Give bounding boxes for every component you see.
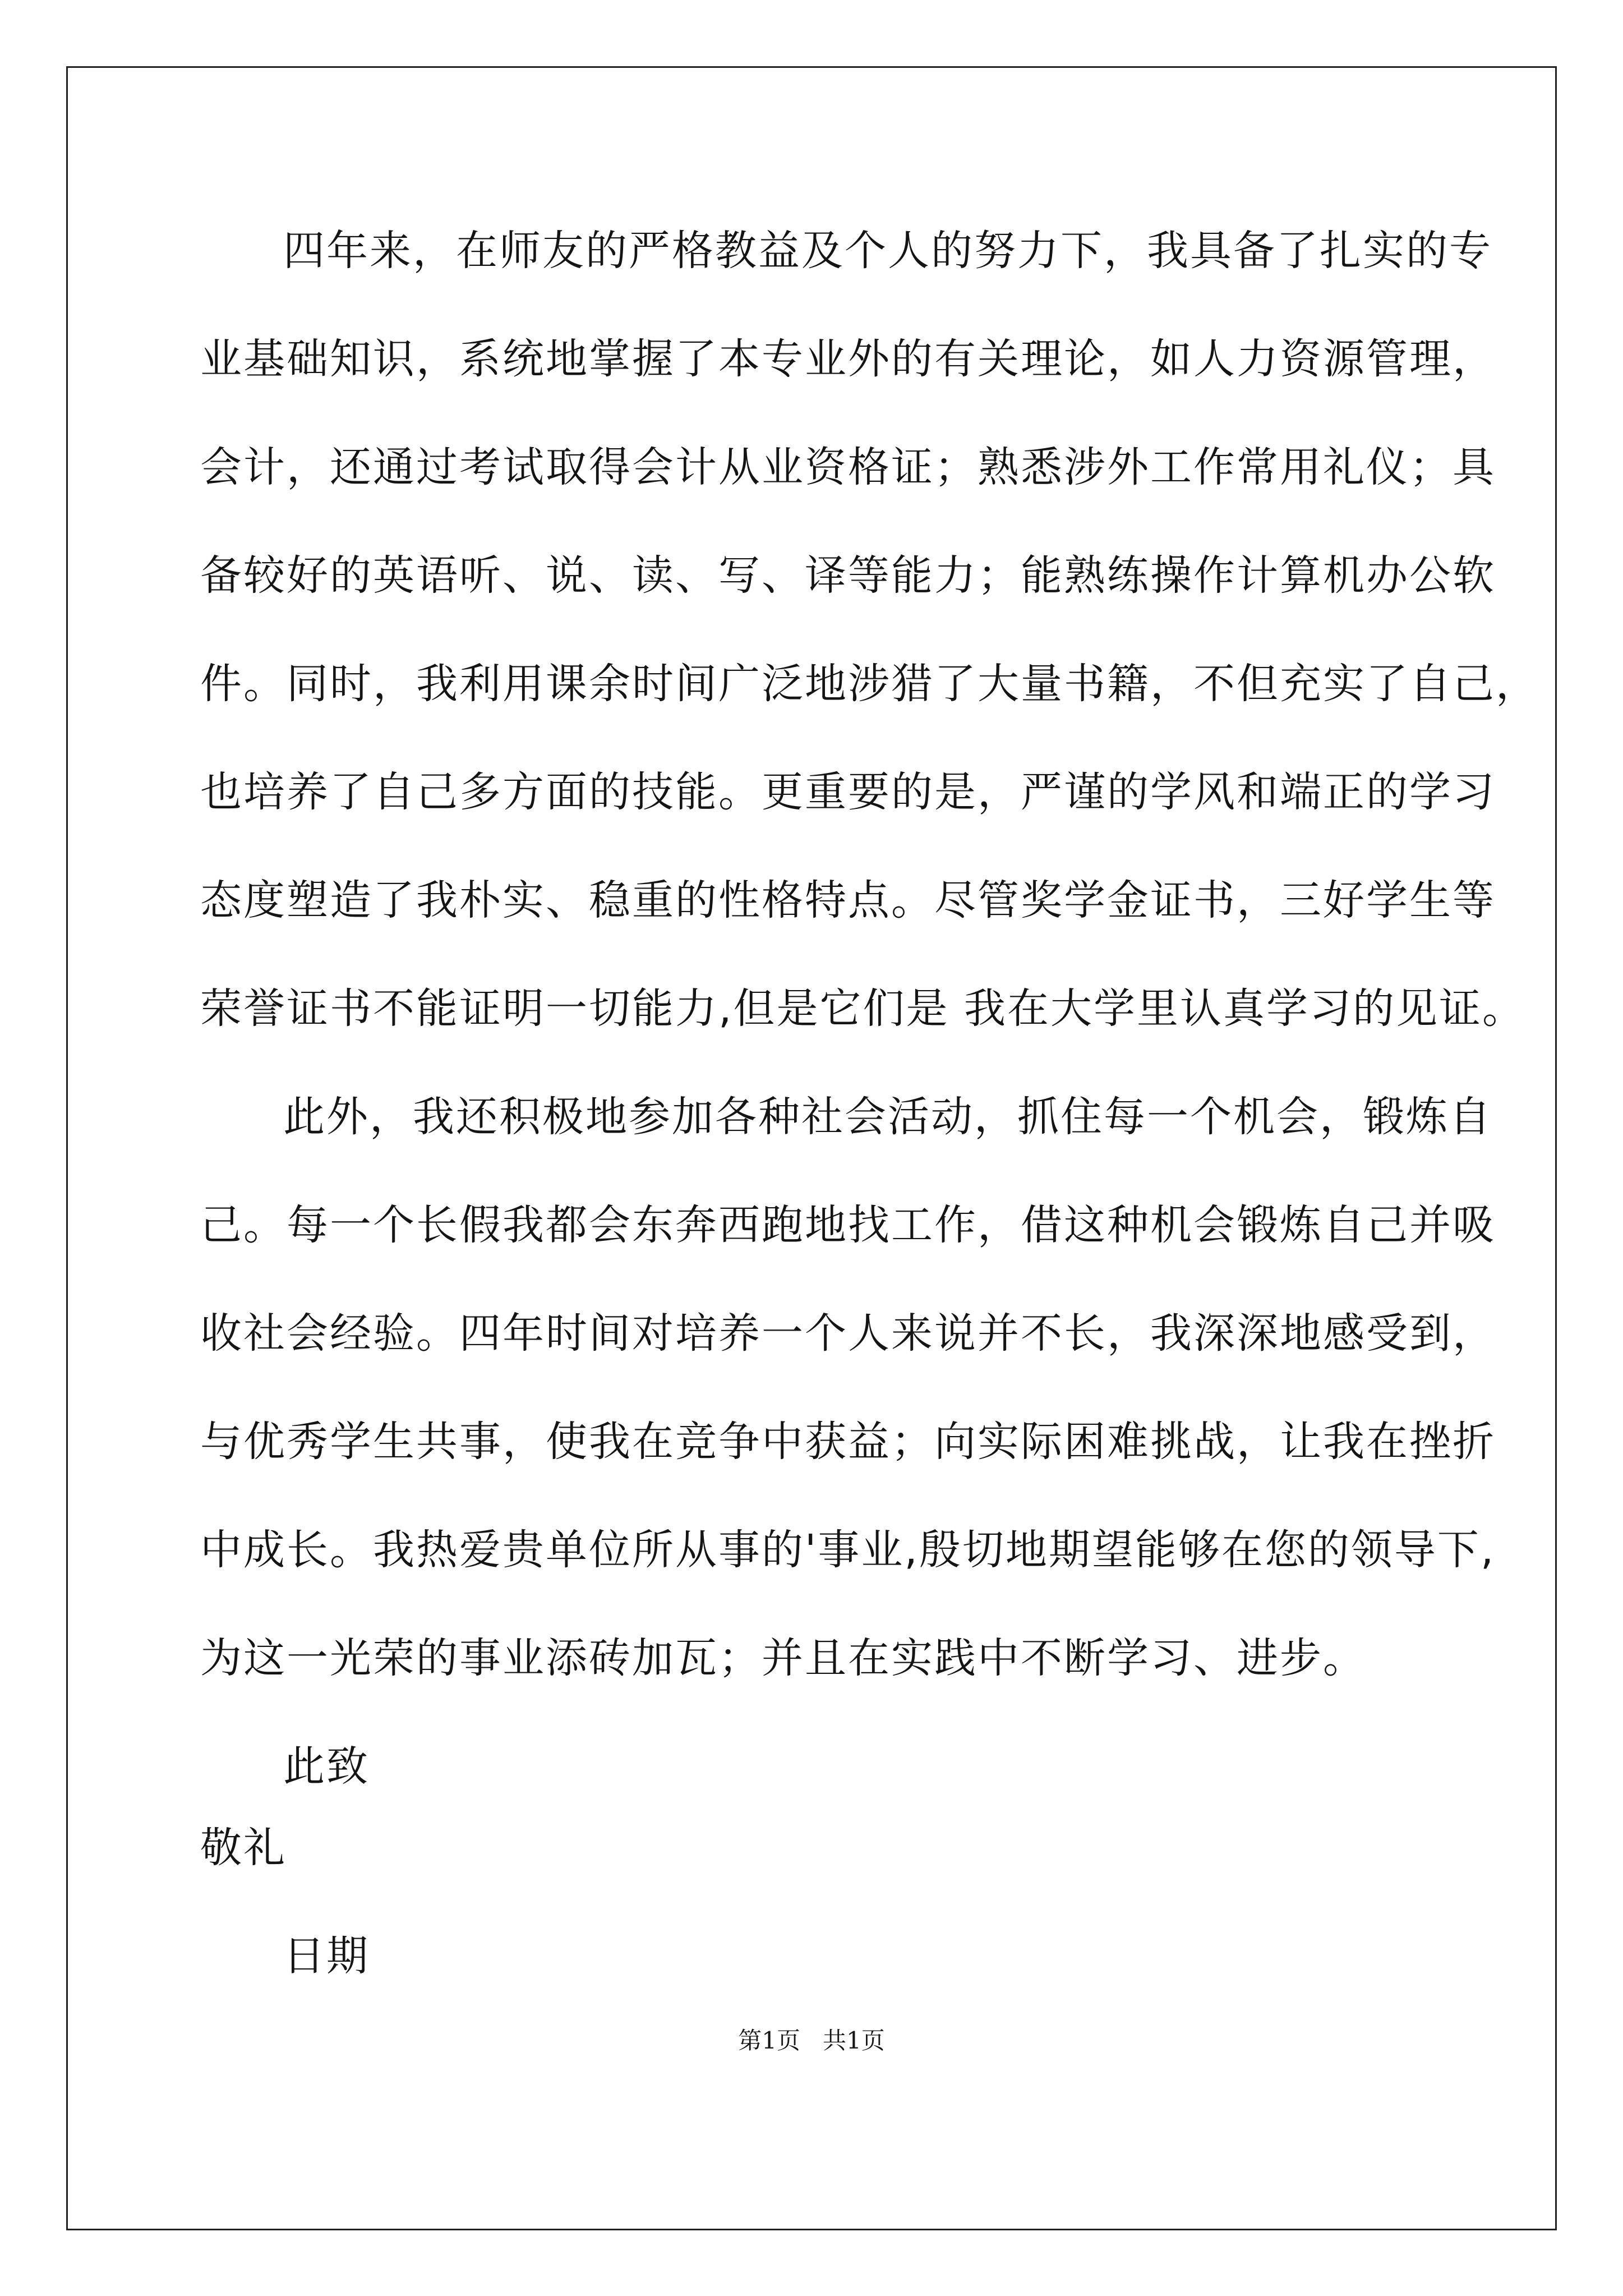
paragraph-1-line-6: 也培养了自己多方面的技能。更重要的是，严谨的学风和端正的学习 [200,768,1496,816]
paragraph-2-line-1: 此外，我还积极地参加各种社会活动，抓住每一个机会，锻炼自 [283,1093,1492,1141]
paragraph-1-line-8: 荣誉证书不能证明一切能力,但是它们是 我在大学里认真学习的见证。 [200,984,1526,1033]
paragraph-2-line-5: 中成长。我热爱贵单位所从事的'事业,殷切地期望能够在您的领导下, [200,1526,1496,1574]
paragraph-1-line-3: 会计，还通过考试取得会计从业资格证；熟悉涉外工作常用礼仪；具 [200,443,1496,491]
salutation-text: 敬礼 [200,1824,287,1872]
paragraph-2-line-2: 己。每一个长假我都会东奔西跑地找工作，借这种机会锻炼自己并吸 [200,1201,1496,1249]
paragraph-1-line-1: 四年来，在师友的严格教益及个人的努力下，我具备了扎实的专 [283,227,1492,275]
closing-text: 此致 [283,1742,370,1791]
paragraph-2-line-3: 收社会经验。四年时间对培养一个人来说并不长，我深深地感受到， [200,1309,1496,1358]
paragraph-2-line-6: 为这一光荣的事业添砖加瓦；并且在实践中不断学习、进步。 [200,1634,1366,1682]
paragraph-2-line-4: 与优秀学生共事，使我在竞争中获益；向实际困难挑战，让我在挫折 [200,1418,1496,1466]
paragraph-1-line-4: 备较好的英语听、说、读、写、译等能力；能熟练操作计算机办公软 [200,551,1496,600]
page-border [66,66,1557,2230]
paragraph-1-line-5: 件。同时，我利用课余时间广泛地涉猎了大量书籍，不但充实了自己， [200,660,1539,708]
paragraph-1-line-7: 态度塑造了我朴实、稳重的性格特点。尽管奖学金证书，三好学生等 [200,876,1496,924]
paragraph-1-line-2: 业基础知识，系统地掌握了本专业外的有关理论，如人力资源管理， [200,335,1496,383]
date-label: 日期 [283,1932,370,1980]
page-indicator: 第1页 共1页 [738,2027,885,2054]
